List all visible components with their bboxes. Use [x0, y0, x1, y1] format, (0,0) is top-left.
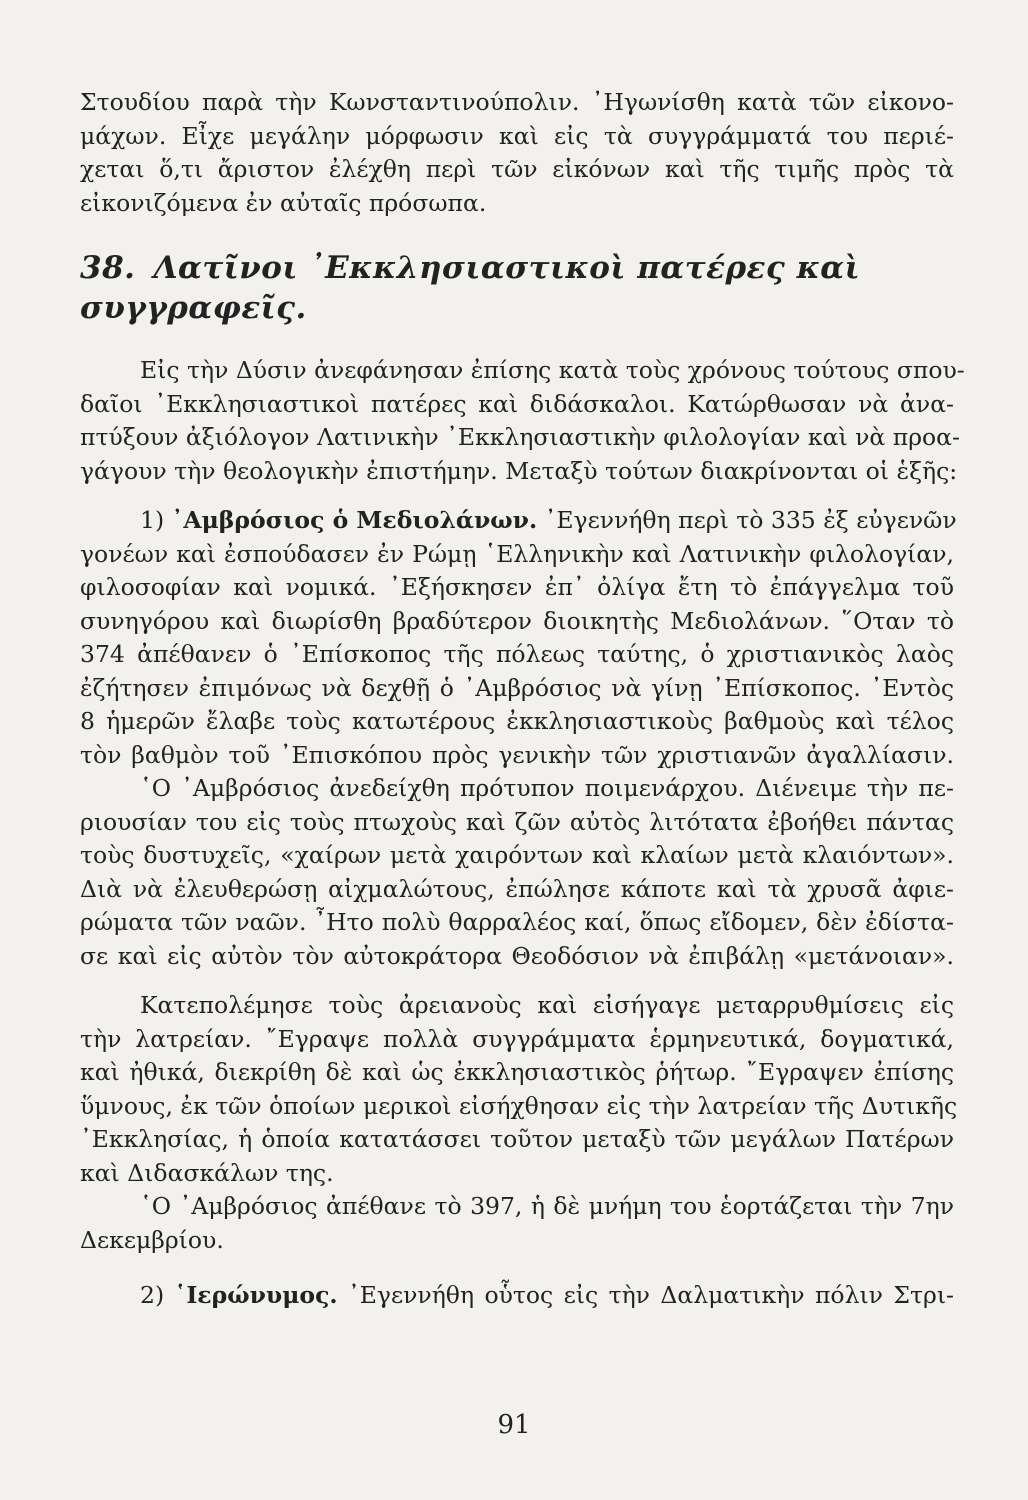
para1-line-2: δαῖοι ᾿Εκκλησιαστικοὶ πατέρες καὶ διδάσκαλοι. Κατώρθωσαν νὰ ἀνα- — [80, 389, 954, 418]
jerome-name: ῾Ιερώνυμος. — [174, 1281, 338, 1309]
ambrose-line-1 — [80, 504, 957, 538]
ambrose-p3-line-1: Κατεπολέμησε τοὺς ἀρειανοὺς καὶ εἰσήγαγε μεταρρυθμίσεις εἰς — [140, 991, 954, 1019]
ambrose-line-4: συνηγόρου καὶ διωρίσθη βραδύτερον διοικητὴς Μεδιολάνων. ῞Οταν τὸ — [80, 606, 954, 635]
ambrose-p2-line-5: ρώματα τῶν ναῶν. ῏Ητο πολὺ θαρραλέος καί, ὅπως εἴδομεν, δὲν ἐδίστα- — [80, 908, 954, 936]
section-title: Λατῖνοι ᾿Εκκλησιαστικοὶ πατέρες καὶ συγγραφεῖς. — [80, 250, 861, 326]
ambrose-name: ᾿Αμβρόσιος ὁ Μεδιολάνων. — [171, 506, 538, 534]
ambrose-p2-line-4: Διὰ νὰ ἐλευθερώσῃ αἰχμαλώτους, ἐπώλησε κάποτε καὶ τὰ χρυσᾶ ἀφιε- — [80, 874, 954, 903]
page-number: 91 — [497, 1410, 531, 1440]
ambrose-line-8: τὸν βαθμὸν τοῦ ᾿Επισκόπου πρὸς γενικὴν τῶν χριστιανῶν ἀγαλλίασιν. — [80, 740, 954, 769]
ambrose-line-2: γονέων καὶ ἐσπούδασεν ἐν Ρώμῃ ῾Ελληνικὴν καὶ Λατινικὴν φιλολογίαν, — [80, 539, 954, 568]
ambrose-p3-line-4: ὕμνους, ἐκ τῶν ὁποίων μερικοὶ εἰσήχθησαν εἰς τὴν λατρείαν τῆς Δυτικῆς — [80, 1091, 958, 1120]
section-number: 38. — [80, 250, 136, 286]
ambrose-line-3: φιλοσοφίαν καὶ νομικά. ᾿Εξήσκησεν ἐπ᾿ ὀλίγα ἔτη τὸ ἐπάγγελμα τοῦ — [80, 573, 954, 601]
jerome-number: 2) — [140, 1281, 165, 1309]
ambrose-p2-line-6: σε καὶ εἰς αὐτὸν τὸν αὐτοκράτορα Θεοδόσιον νὰ ἐπιβάλῃ «μετάνοιαν». — [80, 941, 954, 970]
ambrose-first-line: ᾿Εγεννήθη περὶ τὸ 335 ἐξ εὐγενῶν — [544, 506, 957, 534]
ambrose-p2-line-2: ριουσίαν του εἰς τοὺς πτωχοὺς καὶ ζῶν αὐτὸς λιτότατα ἐβοήθει πάντας — [80, 807, 954, 836]
spacer — [80, 973, 954, 989]
intro-line-2: μάχων. Εἶχε μεγάλην μόρφωσιν καὶ εἰς τὰ συγγράμματά του περιέ- — [80, 121, 954, 150]
intro-line-1: Στουδίου παρὰ τὴν Κωνσταντινούπολιν. ᾿Ηγωνίσθη κατὰ τῶν εἰκονο- — [80, 88, 954, 116]
ambrose-p2-line-3: τοὺς δυστυχεῖς, «χαίρων μετὰ χαιρόντων καὶ κλαίων μετὰ κλαιόντων». — [80, 841, 954, 869]
jerome-line-1 — [80, 1279, 954, 1313]
para1-line-3: πτύξουν ἀξιόλογον Λατινικὴν ᾿Εκκλησιαστικὴν φιλολογίαν καὶ νὰ προα- — [80, 423, 960, 451]
intro-line-3: χεται ὅ,τι ἄριστον ἐλέχθη περὶ τῶν εἰκόνων καὶ τῆς τιμῆς πρὸς τὰ — [80, 155, 954, 183]
intro-line-4: εἰκονιζόμενα ἐν αὐταῖς πρόσωπα. — [80, 188, 487, 217]
ambrose-line-7: 8 ἡμερῶν ἔλαβε τοὺς κατωτέρους ἐκκλησιαστικοὺς βαθμοὺς καὶ τέλος — [80, 707, 954, 735]
ambrose-line-6: ἐζήτησεν ἐπιμόνως νὰ δεχθῇ ὁ ᾿Αμβρόσιος νὰ γίνῃ ᾿Επίσκοπος. ᾿Εντὸς — [80, 673, 954, 702]
ambrose-number: 1) — [140, 506, 165, 534]
section-heading — [80, 248, 954, 328]
ambrose-line-5: 374 ἀπέθανεν ὁ ᾿Επίσκοπος τῆς πόλεως ταύτης, ὁ χριστιανικὸς λαὸς — [80, 640, 954, 668]
ambrose-p3-line-3: καὶ ἠθικά, διεκρίθη δὲ καὶ ὡς ἐκκλησιαστικὸς ῥήτωρ. ῎Εγραψεν ἐπίσης — [80, 1058, 954, 1086]
spacer — [80, 1257, 954, 1279]
ambrose-p4-line-2: Δεκεμβρίου. — [80, 1225, 224, 1254]
ambrose-p4-line-1: ῾Ο ᾿Αμβρόσιος ἀπέθανε τὸ 397, ἡ δὲ μνήμη του ἑορτάζεται τὴν 7ην — [140, 1192, 954, 1220]
ambrose-p2-line-1: ῾Ο ᾿Αμβρόσιος ἀνεδείχθη πρότυπον ποιμενάρχου. Διένειμε τὴν πε- — [140, 774, 954, 802]
para1-line-4: γάγουν τὴν θεολογικὴν ἐπιστήμην. Μεταξὺ τούτων διακρίνονται οἱ ἑξῆς: — [80, 456, 958, 485]
para1-line-1: Εἰς τὴν Δύσιν ἀνεφάνησαν ἐπίσης κατὰ τοὺς χρόνους τούτους σπου- — [140, 356, 965, 384]
ambrose-p3-line-2: τὴν λατρείαν. ῎Εγραψε πολλὰ συγγράμματα ἑρμηνευτικά, δογματικά, — [80, 1024, 954, 1053]
spacer — [80, 488, 954, 504]
jerome-first-line: ᾿Εγεννήθη οὗτος εἰς τὴν Δαλματικὴν πόλιν Στρι- — [348, 1281, 954, 1309]
ambrose-p3-line-5: ᾿Εκκλησίας, ἡ ὁποία κατατάσσει τοῦτον μεταξὺ τῶν μεγάλων Πατέρων — [80, 1125, 954, 1153]
ambrose-p3-line-6: καὶ Διδασκάλων της. — [80, 1158, 334, 1187]
